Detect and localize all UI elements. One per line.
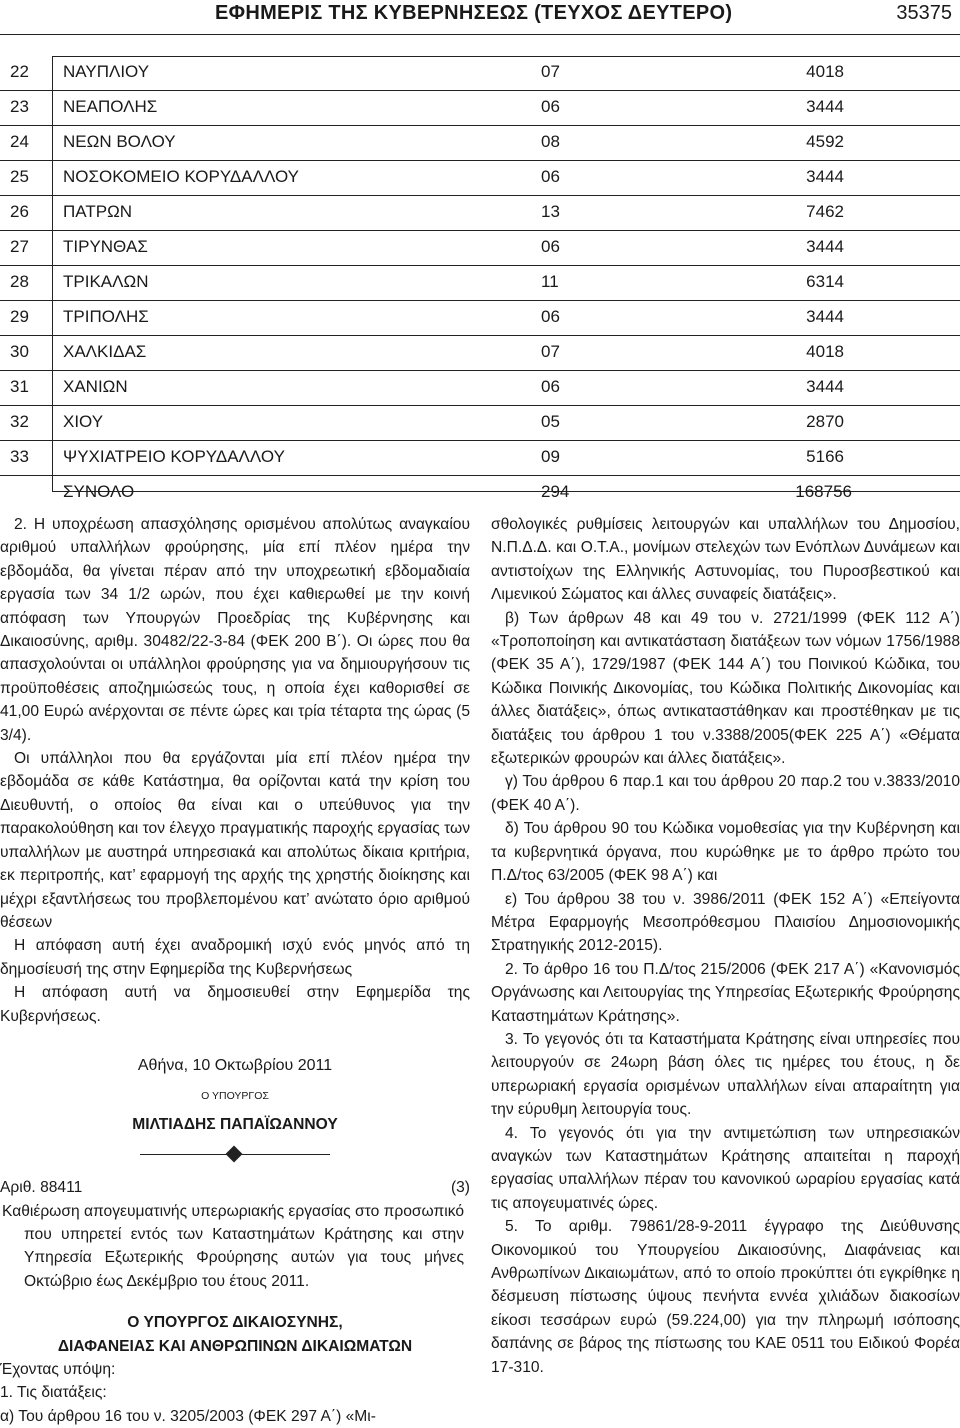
cell-v2: 6314 [806,272,844,291]
paragraph: Οι υπάλληλοι που θα εργάζονται μία επί πλέον ημέρα την εβδομάδα σε κάθε Κατάστημα, θα ορίζονται κατά την κρίση του Διευθυντή, ο οποίος θα είναι και ο υπεύθυνος για την παρακολούθηση και τον έλεγχο πραγματικής παροχής εργασίας των υπαλλήλων με αυστηρά υπηρεσιακά και απολύτως δίκαια κριτήρια, εκ περιτροπής, κατ’ εφαρμογή της αρχής της χρηστής διοίκησης και μέχρι εξαντλήσεως του προβλεπομένου κατ’ ανώτατο όριο αριθμού θέσεων [0,750,470,931]
table-row [0,301,960,336]
cell-name: ΤΡΙΠΟΛΗΣ [63,307,149,326]
table-row [0,161,960,196]
cell-v1: 08 [541,132,560,151]
table-row [0,231,960,266]
paragraph: Η απόφαση αυτή έχει αναδρομική ισχύ ενός μηνός από τη δημοσίευσή της στην Εφημερίδα της Κυβερνήσεως [0,937,470,978]
cell-v1: 06 [541,307,560,326]
cell-v2: 4018 [806,342,844,361]
cell-v1: 09 [541,447,560,466]
minister-heading-1: Ο ΥΠΟΥΡΓΟΣ ΔΙΚΑΙΟΣΥΝΗΣ, [127,1314,343,1332]
cell-name: ΤΡΙΚΑΛΩΝ [63,272,149,291]
cell-num: 28 [10,272,29,291]
cell-name: ΝΟΣΟΚΟΜΕΙΟ ΚΟΡΥΔΑΛΛΟΥ [63,167,299,186]
signatory-title: Ο ΥΠΟΥΡΓΟΣ [201,1090,269,1103]
section-divider [0,1140,470,1170]
decision-number: Αριθ. 88411 [0,1179,83,1197]
cell-name: ΧΙΟΥ [63,412,104,431]
paragraph: δ) Του άρθρου 90 του Κώδικα νομοθεσίας για την Κυβέρνηση και τα κυβερνητικά όργανα, που κυρώθηκε με το άρθρο πρώτο του Π.Δ/τος 63/2005 (ΦΕΚ 98 Α΄) και [491,820,960,885]
paragraph: 4. Το γεγονός ότι για την αντιμετώπιση των υπηρεσιακών αναγκών των Καταστημάτων Κράτησης απαιτείται η παροχή εργασίας υπαλλήλων πέραν του κανονικού ωραρίου εργασίας κατά τις απογευματινές ώρες. [491,1124,960,1212]
place-date: Αθήνα, 10 Οκτωβρίου 2011 [137,1056,333,1074]
decision-title: Καθιέρωση απογευματινής υπερωριακής εργασίας στο προσωπικό που υπηρετεί εντός των Καταστημάτων Κράτησης και στην Υπηρεσία Εξωτερικής Φρούρησης αυτών για τους μήνες Οκτώβριο έως Δεκέμβριο του έτους 2011. [2,1202,464,1290]
data-table [0,56,960,510]
cell-v1: 11 [541,272,559,291]
total-v1: 294 [541,482,570,501]
signatory-name: ΜΙΛΤΙΑΔΗΣ ΠΑΠΑΪΩΑΝΝΟΥ [132,1115,338,1133]
total-label: ΣΥΝΟΛΟ [63,482,135,501]
cell-v2: 5166 [806,447,844,466]
paragraph: 3. Το γεγονός ότι τα Καταστήματα Κράτησης είναι υπηρεσίες που λειτουργούν σε 24ωρη βάση όλες τις ημέρες του έτους, η δε υπερωριακή εργασία ορισμένων υπαλλήλων είναι απαραίτητη για την εύρυθμη λειτουργία τους. [491,1030,960,1119]
paragraph: σθολογικές ρυθμίσεις λειτουργών και υπαλλήλων του Δημοσίου, Ν.Π.Δ.Δ. και Ο.Τ.Α., μονίμων στελεχών των Ενόπλων Δυνάμεων και αντιστοίχων της Ελληνικής Αστυνομίας, του Πυροσβεστικού και Λιμενικού Σώματος και άλλες συναφείς διατάξεις». [491,516,960,604]
item-1a: α) Του άρθρου 16 του ν. 3205/2003 (ΦΕΚ 297 Α΄) «Μι- [0,1407,376,1425]
table-row [0,371,960,406]
cell-v1: 06 [541,377,560,396]
cell-num: 29 [10,307,29,326]
cell-v1: 07 [541,342,560,361]
item-1: 1. Τις διατάξεις: [0,1384,107,1402]
cell-num: 26 [10,202,29,221]
cell-num: 32 [10,412,29,431]
cell-num: 27 [10,237,29,256]
decision-number-line [0,1176,470,1199]
cell-v1: 06 [541,167,560,186]
cell-v2: 3444 [806,97,844,116]
cell-name: ΤΙΡΥΝΘΑΣ [63,237,148,256]
cell-num: 23 [10,97,29,116]
cell-v1: 05 [541,412,560,431]
paragraph: 2. Η υποχρέωση απασχόλησης ορισμένου απολύτως αναγκαίου αριθμού υπαλλήλων φρούρησης, μία επί πλέον ημέρα την εβδομάδα, θα γίνεται πέραν από την υποχρεωτική εβδομαδιαία εργασία των 34 1/2 ωρών, που έχει καθιερωθεί με την κοινή απόφαση των Υπουργών Προεδρίας της Κυβέρνησης και Δικαιοσύνης, αριθμ. 30482/22-3-84 (ΦΕΚ 200 Β΄). Οι ώρες που θα απασχολούνται οι υπάλληλοι φρούρησης για να δημιουργήσουν τις προϋποθέσεις αποζημιώσεώς τους, η οποία έχει καθορισθεί σε 41,00 Ευρώ ανέρχονται σε πέντε ώρες και τρία τέταρτα της ώρας (5 3/4). [0,516,470,744]
cell-v2: 4592 [806,132,844,151]
cell-num: 24 [10,132,29,151]
table-row [0,406,960,441]
page-header [0,0,960,35]
cell-name: ΝΕΑΠΟΛΗΣ [63,97,158,116]
paragraph: 2. Το άρθρο 16 του Π.Δ/τος 215/2006 (ΦΕΚ 217 Α΄) «Κανονισμός Οργάνωσης και Λειτουργίας της Υπηρεσίας Εξωτερικής Φρούρησης Καταστημάτων Κράτησης». [491,960,960,1025]
cell-name: ΧΑΛΚΙΔΑΣ [63,342,147,361]
cell-num: 22 [10,62,29,81]
cell-v2: 2870 [806,412,844,431]
diamond-icon [226,1146,243,1163]
cell-v1: 06 [541,97,560,116]
table-row [0,266,960,301]
cell-name: ΝΕΩΝ ΒΟΛΟΥ [63,132,176,151]
cell-num: 30 [10,342,29,361]
page-number: 35375 [896,2,952,24]
cell-v1: 13 [541,202,560,221]
cell-v1: 07 [541,62,560,81]
paragraph: γ) Του άρθρου 6 παρ.1 και του άρθρου 20 παρ.2 του ν.3833/2010 (ΦΕΚ 40 Α΄). [491,773,960,814]
cell-name: ΠΑΤΡΩΝ [63,202,133,221]
left-column [0,513,470,1428]
right-column [491,513,960,1379]
having-regard: Έχοντας υπόψη: [0,1361,116,1378]
table-row [0,91,960,126]
table-total-row [0,476,960,510]
table-row [0,336,960,371]
cell-num: 25 [10,167,29,186]
table-row [0,56,960,91]
cell-num: 31 [10,377,29,396]
cell-v2: 3444 [806,377,844,396]
total-v2: 168756 [795,482,852,501]
cell-name: ΝΑΥΠΛΙΟΥ [63,62,150,81]
cell-name: ΧΑΝΙΩΝ [63,377,128,396]
table-row [0,441,960,476]
cell-v1: 06 [541,237,560,256]
cell-num: 33 [10,447,29,466]
paragraph: Η απόφαση αυτή να δημοσιευθεί στην Εφημερίδα της Κυβερνήσεως. [0,984,470,1025]
paragraph: β) Των άρθρων 48 και 49 του ν. 2721/1999 (ΦΕΚ 112 Α΄) «Τροποποίηση και αντικατάσταση διατάξεων των νόμων 1756/1988 (ΦΕΚ 35 Α΄), 1729/1987 (ΦΕΚ 144 Α΄) του Ποινικού Κώδικα, του Κώδικα Ποινικής Δικονομίας, του Κώδικα Πολιτικής Δικονομίας και άλλες διατάξεις», όπως αντικαταστάθηκαν και προστέθηκαν με τις διατάξεις του άρθρου 1 του ν.3388/2005(ΦΕΚ 225 Α΄) «Θέματα εξωτερικών φρουρών και άλλες διατάξεις». [491,609,960,768]
gazette-title: ΕΦΗΜΕΡΙΣ ΤΗΣ ΚΥΒΕΡΝΗΣΕΩΣ (ΤΕΥΧΟΣ ΔΕΥΤΕΡΟ) [215,2,733,24]
cell-v2: 3444 [806,307,844,326]
cell-v2: 3444 [806,167,844,186]
paragraph: 5. Το αριθμ. 79861/28-9-2011 έγγραφο της Διεύθυνσης Οικονομικού του Υπουργείου Δικαιοσύνης, Διαφάνειας και Ανθρωπίνων Δικαιωμάτων, από το οποίο προκύπτει ότι εγκρίθηκε η δέσμευση πίστωσης ύψους πενήντα εννέα χιλιάδων διακοσίων είκοσι τεσσάρων ευρώ (59.224,00) για την πληρωμή ισόποσης δαπάνης σε βάρος της πίστωσης του ΚΑΕ 0511 του Ειδικού Φορέα 17-310. [491,1218,960,1376]
cell-v2: 7462 [806,202,844,221]
cell-v2: 4018 [806,62,844,81]
decision-code: (3) [450,1179,470,1197]
table-row [0,126,960,161]
cell-v2: 3444 [806,237,844,256]
cell-name: ΨΥΧΙΑΤΡΕΙΟ ΚΟΡΥΔΑΛΛΟΥ [63,447,285,466]
table-row [0,196,960,231]
paragraph: ε) Του άρθρου 38 του ν. 3986/2011 (ΦΕΚ 152 Α΄) «Επείγοντα Μέτρα Εφαρμογής Μεσοπρόθεσμου Πλαισίου Δημοσιονομικής Στρατηγικής 2012-2015). [491,890,960,955]
minister-heading-2: ΔΙΑΦΑΝΕΙΑΣ ΚΑΙ ΑΝΘΡΩΠΙΝΩΝ ΔΙΚΑΙΩΜΑΤΩΝ [57,1337,413,1355]
